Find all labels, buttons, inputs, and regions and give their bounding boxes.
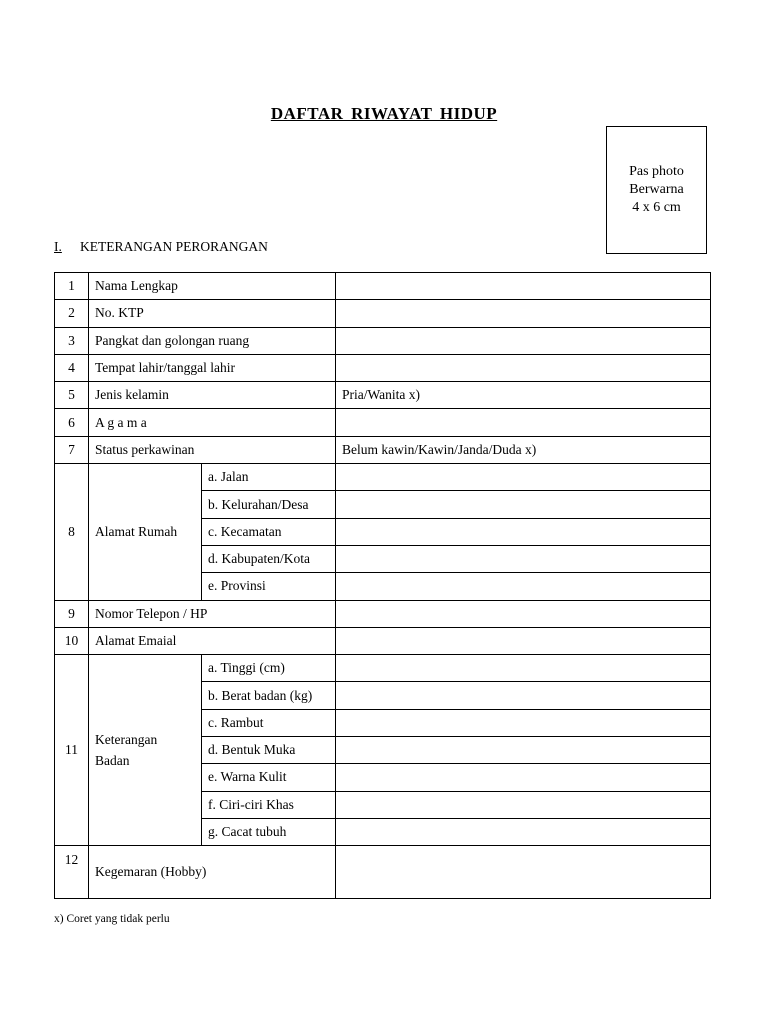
- field-label: Nama Lengkap: [89, 273, 336, 300]
- sub-field-label: d. Bentuk Muka: [202, 737, 336, 764]
- field-value-nama-lengkap[interactable]: [336, 273, 711, 300]
- table-row: [55, 436, 711, 463]
- photo-label-line2: Berwarna: [629, 182, 684, 197]
- row-number: 10: [55, 627, 89, 654]
- personal-info-table: [54, 272, 711, 899]
- field-label: No. KTP: [89, 300, 336, 327]
- row-number: 12: [55, 846, 89, 899]
- section-heading: [54, 239, 268, 255]
- field-value-cacat-tubuh[interactable]: [336, 818, 711, 845]
- field-value-tinggi[interactable]: [336, 655, 711, 682]
- sub-field-label: c. Kecamatan: [202, 518, 336, 545]
- field-value-provinsi[interactable]: [336, 573, 711, 600]
- field-value-telepon[interactable]: [336, 600, 711, 627]
- row-number: 3: [55, 327, 89, 354]
- table-row: [55, 273, 711, 300]
- table-row: [55, 300, 711, 327]
- sub-field-label: f. Ciri-ciri Khas: [202, 791, 336, 818]
- field-label: Kegemaran (Hobby): [89, 846, 336, 899]
- field-label: Pangkat dan golongan ruang: [89, 327, 336, 354]
- field-label: Alamat Rumah: [89, 464, 202, 600]
- row-number: 11: [55, 655, 89, 846]
- field-value-email[interactable]: [336, 627, 711, 654]
- sub-field-label: e. Provinsi: [202, 573, 336, 600]
- field-value-status-perkawinan[interactable]: Belum kawin/Kawin/Janda/Duda x): [336, 436, 711, 463]
- field-label: Nomor Telepon / HP: [89, 600, 336, 627]
- field-value-jenis-kelamin[interactable]: Pria/Wanita x): [336, 382, 711, 409]
- table-row: [55, 382, 711, 409]
- section-title: KETERANGAN PERORANGAN: [80, 239, 268, 254]
- row-number: 6: [55, 409, 89, 436]
- field-label: Tempat lahir/tanggal lahir: [89, 354, 336, 381]
- field-value-kelurahan[interactable]: [336, 491, 711, 518]
- field-value-pangkat[interactable]: [336, 327, 711, 354]
- field-label: A g a m a: [89, 409, 336, 436]
- table-row: [55, 846, 711, 899]
- row-number: 4: [55, 354, 89, 381]
- table-row: [55, 627, 711, 654]
- field-value-berat[interactable]: [336, 682, 711, 709]
- field-value-jalan[interactable]: [336, 464, 711, 491]
- sub-field-label: b. Kelurahan/Desa: [202, 491, 336, 518]
- field-value-ciri-khas[interactable]: [336, 791, 711, 818]
- field-label-line2: Badan: [95, 753, 130, 769]
- photo-label-line3: 4 x 6 cm: [632, 200, 681, 215]
- table-row: [55, 327, 711, 354]
- row-number: 2: [55, 300, 89, 327]
- sub-field-label: g. Cacat tubuh: [202, 818, 336, 845]
- photo-label-line1: Pas photo: [629, 164, 684, 179]
- sub-field-label: e. Warna Kulit: [202, 764, 336, 791]
- sub-field-label: a. Jalan: [202, 464, 336, 491]
- field-value-tempat-tanggal-lahir[interactable]: [336, 354, 711, 381]
- sub-field-label: a. Tinggi (cm): [202, 655, 336, 682]
- table-row: [55, 655, 711, 682]
- table-row: [55, 354, 711, 381]
- row-number: 8: [55, 464, 89, 600]
- sub-field-label: d. Kabupaten/Kota: [202, 545, 336, 572]
- field-value-agama[interactable]: [336, 409, 711, 436]
- photo-placeholder: [606, 126, 707, 254]
- sub-field-label: c. Rambut: [202, 709, 336, 736]
- field-value-kabupaten[interactable]: [336, 545, 711, 572]
- field-value-no-ktp[interactable]: [336, 300, 711, 327]
- row-number: 7: [55, 436, 89, 463]
- field-label: [89, 655, 202, 846]
- row-number: 5: [55, 382, 89, 409]
- table-row: [55, 464, 711, 491]
- field-value-bentuk-muka[interactable]: [336, 737, 711, 764]
- field-value-warna-kulit[interactable]: [336, 764, 711, 791]
- field-label: Alamat Emaial: [89, 627, 336, 654]
- row-number: 1: [55, 273, 89, 300]
- field-value-hobby[interactable]: [336, 846, 711, 899]
- table-row: [55, 409, 711, 436]
- field-value-rambut[interactable]: [336, 709, 711, 736]
- footnote: x) Coret yang tidak perlu: [54, 913, 170, 925]
- sub-field-label: b. Berat badan (kg): [202, 682, 336, 709]
- field-label-line1: Keterangan: [95, 732, 158, 748]
- row-number: 9: [55, 600, 89, 627]
- field-label: Status perkawinan: [89, 436, 336, 463]
- field-value-kecamatan[interactable]: [336, 518, 711, 545]
- table-row: [55, 600, 711, 627]
- field-label: Jenis kelamin: [89, 382, 336, 409]
- document-title: DAFTAR RIWAYAT HIDUP: [270, 104, 498, 123]
- section-number: I.: [54, 239, 62, 254]
